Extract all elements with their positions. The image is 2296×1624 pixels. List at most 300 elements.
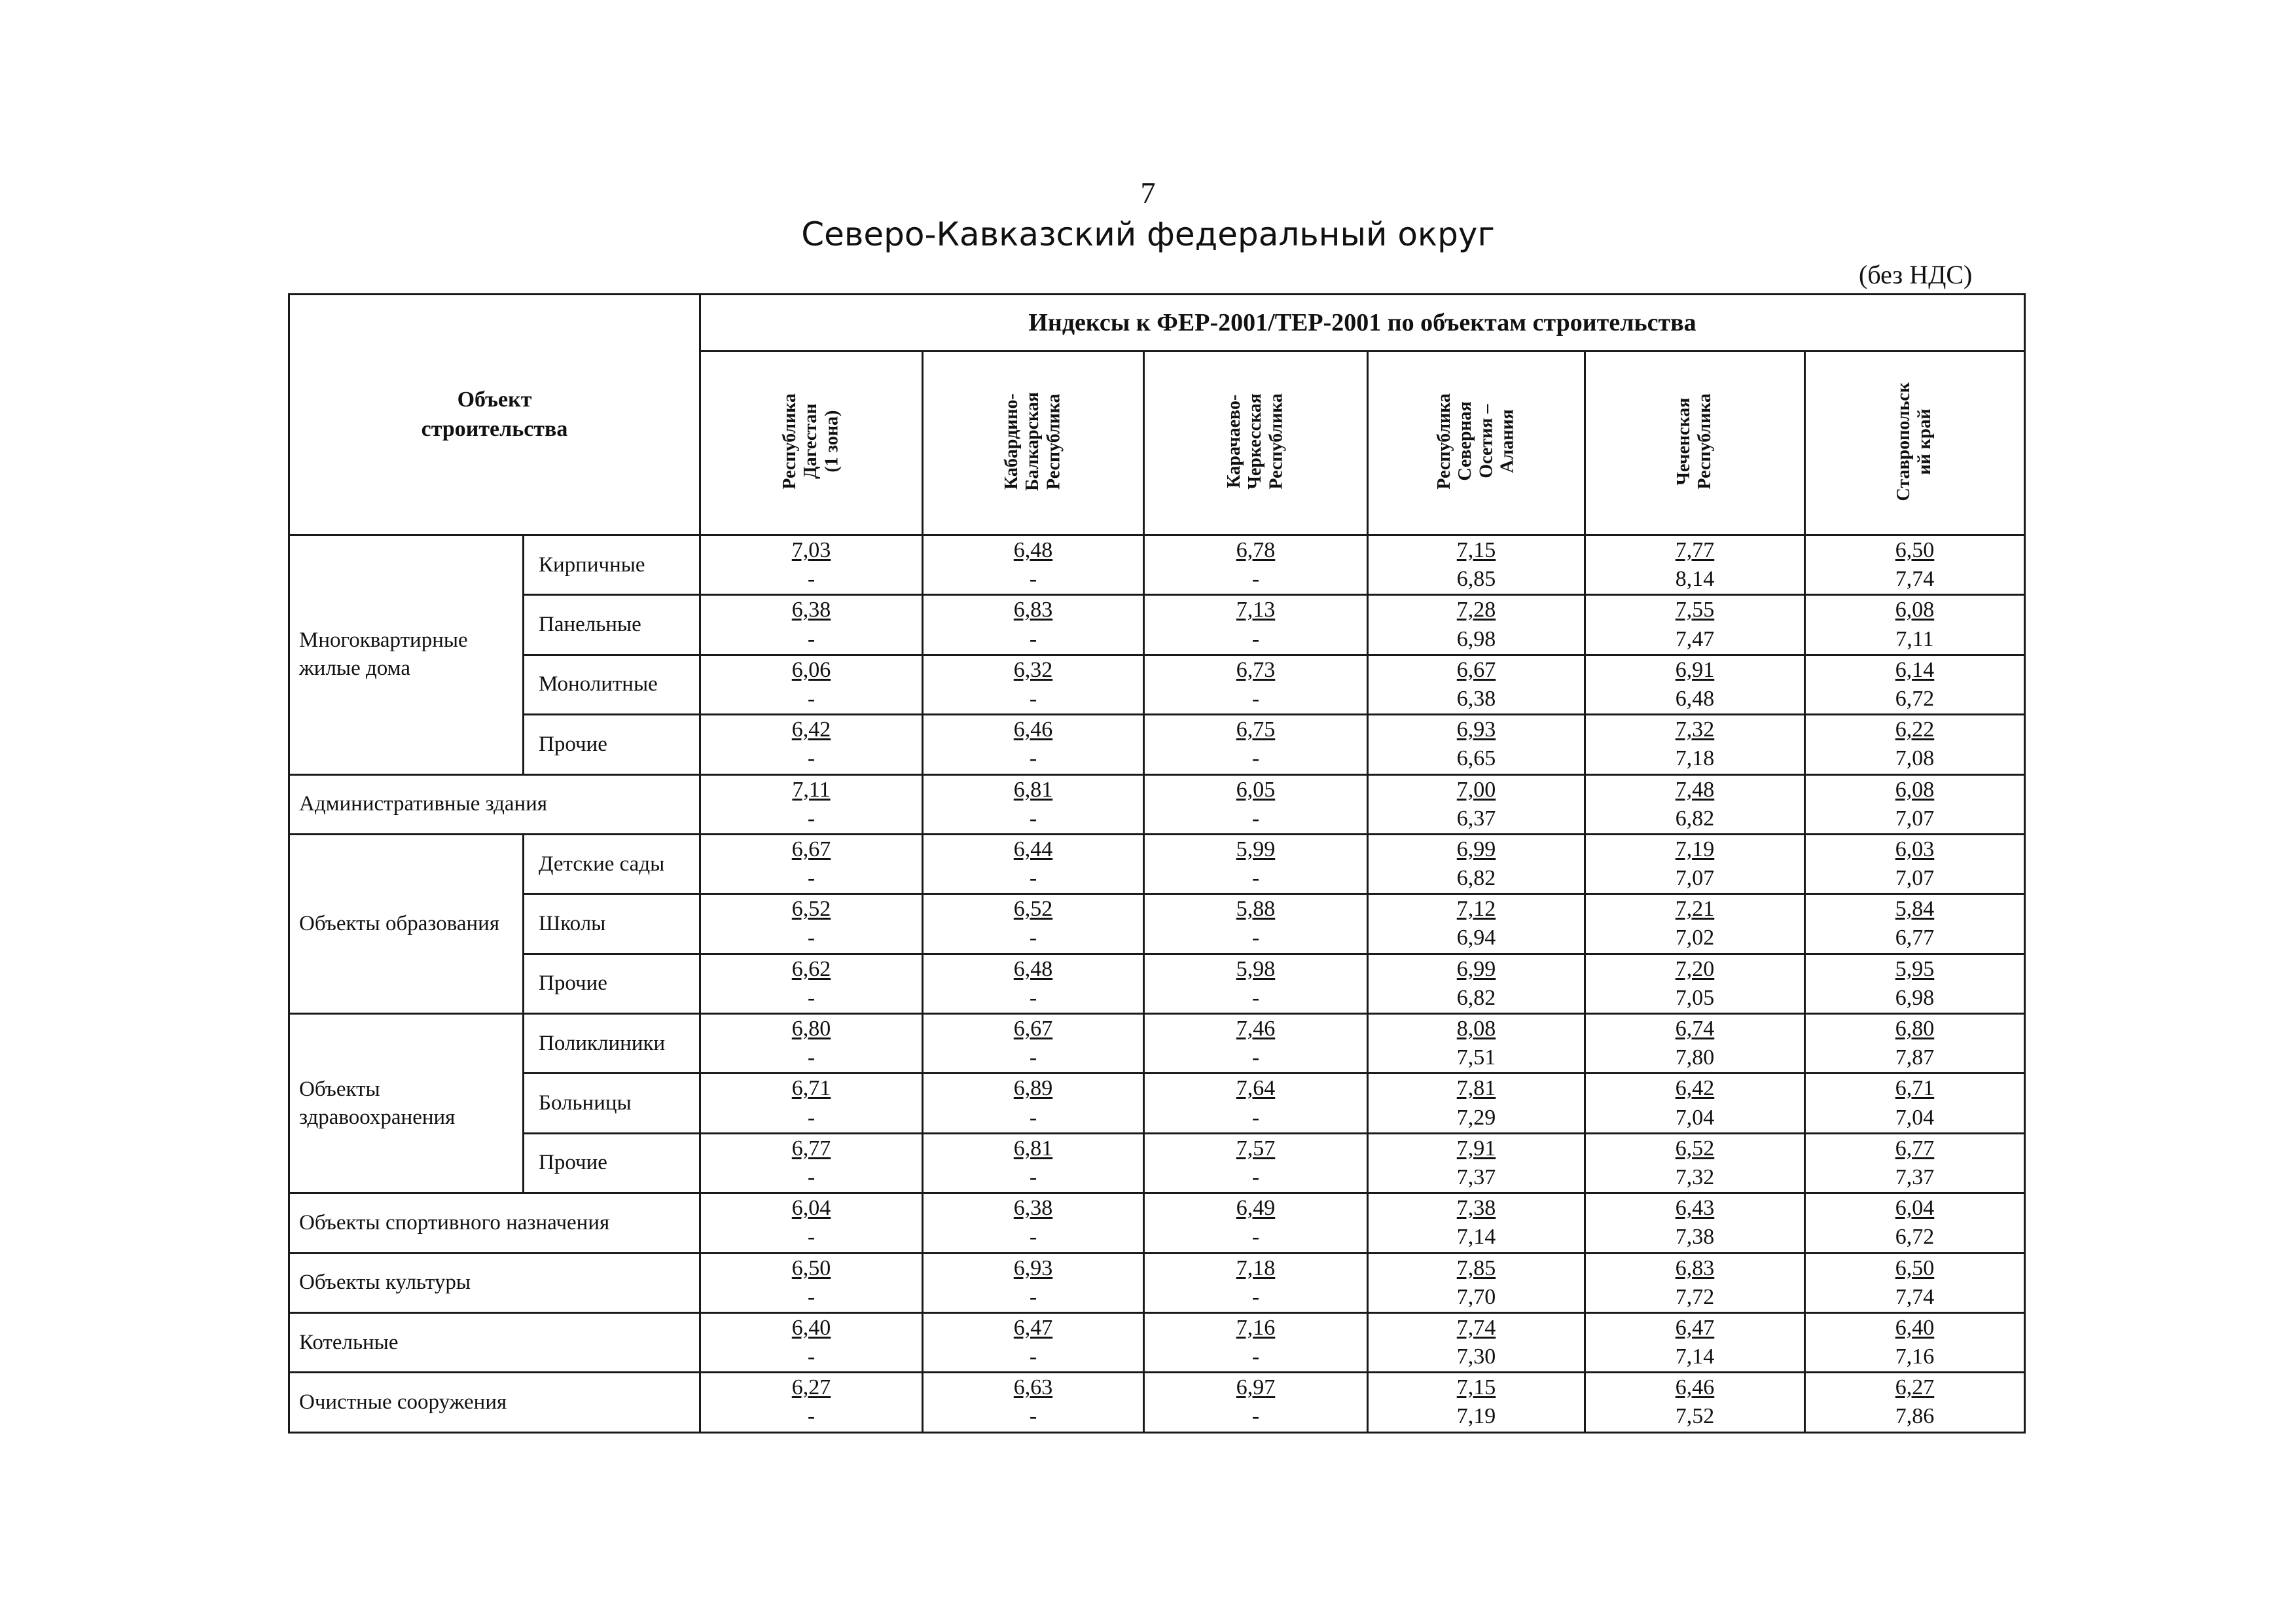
index-value-ter: 7,19: [1456, 1404, 1496, 1429]
index-cell: [1805, 1193, 2025, 1253]
index-cell: [1144, 535, 1368, 595]
index-value-fer: 6,22: [1895, 717, 1935, 742]
document-title: Северо-Кавказский федеральный округ: [801, 215, 1495, 253]
index-value-ter: 7,72: [1675, 1284, 1715, 1309]
page-number: 7: [1140, 176, 1156, 209]
object-label: Котельные: [289, 1312, 700, 1372]
index-value-ter: -: [1029, 626, 1037, 651]
index-value-ter: -: [1251, 1045, 1260, 1070]
index-value-fer: 6,08: [1895, 777, 1935, 802]
index-value-fer: 6,52: [1675, 1136, 1715, 1161]
index-value-ter: -: [1029, 1284, 1037, 1309]
index-cell: [923, 1074, 1144, 1133]
index-cell: [1585, 1193, 1805, 1253]
index-value-ter: 7,70: [1456, 1284, 1496, 1309]
index-cell: [700, 1373, 923, 1432]
index-cell: [1585, 1312, 1805, 1372]
indices-table: [288, 293, 2026, 1434]
index-value-fer: 6,04: [1895, 1196, 1935, 1221]
index-value-fer: 7,64: [1236, 1076, 1276, 1101]
index-value-fer: 6,46: [1675, 1375, 1715, 1400]
index-value-ter: 7,47: [1675, 626, 1715, 651]
index-value-fer: 6,52: [1013, 897, 1053, 922]
index-cell: [923, 1312, 1144, 1372]
index-cell: [1368, 1253, 1585, 1312]
index-value-fer: 7,15: [1456, 1375, 1496, 1400]
index-value-ter: 7,74: [1895, 567, 1935, 592]
index-value-fer: 6,89: [1013, 1076, 1053, 1101]
index-value-ter: 7,87: [1895, 1045, 1935, 1070]
table-row: [289, 894, 2025, 954]
index-value-fer: 6,48: [1013, 956, 1053, 981]
index-cell: [1368, 774, 1585, 834]
index-cell: [1805, 1373, 2025, 1432]
object-label: Очистные сооружения: [289, 1373, 700, 1432]
index-value-fer: 7,21: [1675, 897, 1715, 922]
index-value-ter: 7,14: [1456, 1225, 1496, 1250]
index-value-ter: -: [807, 1344, 816, 1369]
index-value-fer: 6,80: [791, 1017, 831, 1041]
index-cell: [1368, 1074, 1585, 1133]
index-value-ter: -: [1029, 567, 1037, 592]
index-cell: [1144, 715, 1368, 774]
table-row: [289, 715, 2025, 774]
index-value-ter: 7,51: [1456, 1045, 1496, 1070]
index-value-ter: -: [1029, 1164, 1037, 1189]
index-cell: [1144, 1253, 1368, 1312]
index-cell: [1144, 774, 1368, 834]
index-value-fer: 7,32: [1675, 717, 1715, 742]
index-value-ter: 7,74: [1895, 1284, 1935, 1309]
index-value-fer: 5,88: [1236, 897, 1276, 922]
index-value-ter: -: [1029, 806, 1037, 831]
index-value-fer: 6,80: [1895, 1017, 1935, 1041]
subgroup-label: Детские сады: [524, 834, 700, 893]
region-label: Чеченская Республика: [1674, 393, 1715, 490]
index-value-ter: -: [807, 926, 816, 950]
vat-note: (без НДС): [1859, 260, 1973, 289]
index-value-ter: 7,14: [1675, 1344, 1715, 1369]
index-value-fer: 6,08: [1895, 598, 1935, 623]
subgroup-label: Монолитные: [524, 655, 700, 714]
index-cell: [1585, 1253, 1805, 1312]
index-cell: [700, 1312, 923, 1372]
index-cell: [1805, 655, 2025, 714]
index-cell: [1805, 1014, 2025, 1074]
table-row: [289, 1133, 2025, 1193]
index-cell: [700, 1193, 923, 1253]
table-row: [289, 774, 2025, 834]
index-value-ter: -: [807, 1164, 816, 1189]
group-label: Многоквартирные жилые дома: [289, 535, 524, 775]
index-value-fer: 7,55: [1675, 598, 1715, 623]
index-cell: [700, 954, 923, 1013]
region-label: Республика Дагестан (1 зона): [780, 393, 842, 490]
index-cell: [1805, 715, 2025, 774]
subgroup-label: Прочие: [524, 715, 700, 774]
index-cell: [1585, 535, 1805, 595]
index-value-ter: 7,37: [1895, 1164, 1935, 1189]
index-cell: [1368, 715, 1585, 774]
index-value-fer: 7,11: [792, 777, 831, 802]
index-value-ter: -: [1251, 866, 1260, 891]
index-value-ter: 7,32: [1675, 1164, 1715, 1189]
index-value-fer: 6,06: [791, 657, 831, 682]
object-header: Объект строительства: [289, 295, 700, 535]
index-cell: [923, 1253, 1144, 1312]
index-cell: [1368, 595, 1585, 655]
index-cell: [1144, 1373, 1368, 1432]
index-value-fer: 5,84: [1895, 897, 1935, 922]
index-value-ter: 8,14: [1675, 567, 1715, 592]
index-cell: [1368, 894, 1585, 954]
index-cell: [1805, 1133, 2025, 1193]
index-value-ter: -: [807, 746, 816, 771]
index-value-fer: 6,73: [1236, 657, 1276, 682]
index-cell: [923, 1373, 1144, 1432]
index-value-fer: 6,77: [791, 1136, 831, 1161]
index-value-ter: -: [1251, 1344, 1260, 1369]
index-cell: [700, 595, 923, 655]
subgroup-label: Прочие: [524, 954, 700, 1013]
index-value-ter: 7,37: [1456, 1164, 1496, 1189]
index-cell: [923, 1133, 1144, 1193]
index-value-fer: 6,32: [1013, 657, 1053, 682]
region-header: [1585, 352, 1805, 535]
index-cell: [1368, 535, 1585, 595]
index-value-fer: 6,50: [1895, 1255, 1935, 1280]
index-value-ter: -: [807, 1105, 816, 1130]
index-cell: [1585, 595, 1805, 655]
index-value-fer: 5,99: [1236, 837, 1276, 861]
index-value-fer: 6,47: [1013, 1315, 1053, 1340]
index-value-fer: 6,40: [1895, 1315, 1935, 1340]
index-value-fer: 7,57: [1236, 1136, 1276, 1161]
table-row: [289, 1193, 2025, 1253]
index-value-ter: 6,98: [1456, 626, 1496, 651]
index-cell: [923, 774, 1144, 834]
index-value-ter: -: [1251, 806, 1260, 831]
index-cell: [923, 595, 1144, 655]
index-value-ter: -: [1029, 866, 1037, 891]
index-value-fer: 6,48: [1013, 538, 1053, 562]
region-header: [923, 352, 1144, 535]
index-value-fer: 6,74: [1675, 1017, 1715, 1041]
region-header: [1144, 352, 1368, 535]
index-value-fer: 6,71: [1895, 1076, 1935, 1101]
index-value-ter: 6,38: [1456, 686, 1496, 711]
index-value-fer: 6,38: [1013, 1196, 1053, 1221]
table-row: [289, 1312, 2025, 1372]
index-cell: [1585, 1373, 1805, 1432]
index-value-ter: -: [807, 567, 816, 592]
index-value-ter: 6,85: [1456, 567, 1496, 592]
index-value-ter: -: [807, 686, 816, 711]
index-value-ter: 6,37: [1456, 806, 1496, 831]
index-cell: [700, 894, 923, 954]
table-body: [289, 535, 2025, 1433]
index-value-fer: 6,93: [1013, 1255, 1053, 1280]
index-cell: [1805, 894, 2025, 954]
index-cell: [1144, 894, 1368, 954]
table-row: [289, 1253, 2025, 1312]
index-cell: [700, 535, 923, 595]
index-cell: [1368, 954, 1585, 1013]
index-value-fer: 6,46: [1013, 717, 1053, 742]
index-value-ter: 7,04: [1895, 1105, 1935, 1130]
index-value-ter: -: [1029, 1404, 1037, 1429]
index-cell: [1585, 954, 1805, 1013]
index-value-ter: 7,80: [1675, 1045, 1715, 1070]
index-value-ter: 7,11: [1895, 626, 1934, 651]
subgroup-label: Поликлиники: [524, 1014, 700, 1074]
index-value-ter: -: [1251, 626, 1260, 651]
region-header: [700, 352, 923, 535]
index-value-fer: 6,38: [791, 598, 831, 623]
index-cell: [700, 1253, 923, 1312]
index-value-ter: 6,77: [1895, 926, 1935, 950]
index-cell: [700, 1074, 923, 1133]
index-value-ter: -: [1029, 926, 1037, 950]
index-value-fer: 6,77: [1895, 1136, 1935, 1161]
index-value-fer: 7,46: [1236, 1017, 1276, 1041]
index-value-fer: 6,78: [1236, 538, 1276, 562]
index-value-fer: 7,15: [1456, 538, 1496, 562]
index-value-ter: -: [1251, 746, 1260, 771]
group-label: Объекты здравоохранения: [289, 1014, 524, 1193]
index-cell: [700, 774, 923, 834]
object-label: Объекты спортивного назначения: [289, 1193, 700, 1253]
table-row: [289, 1074, 2025, 1133]
index-value-ter: 7,08: [1895, 746, 1935, 771]
table-row: [289, 535, 2025, 595]
index-cell: [700, 1014, 923, 1074]
region-label: Ставропольск ий край: [1893, 382, 1935, 501]
index-cell: [923, 715, 1144, 774]
index-value-ter: -: [807, 626, 816, 651]
index-value-fer: 6,52: [791, 897, 831, 922]
index-value-ter: 7,16: [1895, 1344, 1935, 1369]
index-cell: [700, 1133, 923, 1193]
index-cell: [923, 894, 1144, 954]
index-cell: [700, 834, 923, 893]
index-value-ter: -: [1029, 746, 1037, 771]
region-label: Кабардино- Балкарская Республика: [1001, 391, 1064, 492]
index-value-ter: -: [807, 1225, 816, 1250]
index-value-fer: 6,14: [1895, 657, 1935, 682]
index-value-ter: 7,07: [1675, 866, 1715, 891]
table-row: [289, 1014, 2025, 1074]
index-value-ter: -: [1029, 1225, 1037, 1250]
index-cell: [1585, 774, 1805, 834]
index-value-fer: 6,27: [1895, 1375, 1935, 1400]
index-cell: [1585, 1133, 1805, 1193]
group-label: Объекты образования: [289, 834, 524, 1013]
index-cell: [1585, 1014, 1805, 1074]
index-value-fer: 7,91: [1456, 1136, 1496, 1161]
index-value-fer: 6,47: [1675, 1315, 1715, 1340]
index-cell: [1368, 1373, 1585, 1432]
index-value-fer: 6,99: [1456, 956, 1496, 981]
table-row: [289, 834, 2025, 893]
index-cell: [1805, 1074, 2025, 1133]
index-cell: [1144, 1133, 1368, 1193]
index-value-ter: 7,29: [1456, 1105, 1496, 1130]
index-value-fer: 6,75: [1236, 717, 1276, 742]
subgroup-label: Кирпичные: [524, 535, 700, 595]
table-row: [289, 655, 2025, 714]
index-cell: [1805, 535, 2025, 595]
index-cell: [700, 715, 923, 774]
index-value-ter: 7,18: [1675, 746, 1715, 771]
indices-header: Индексы к ФЕР-2001/ТЕР-2001 по объектам строительства: [700, 295, 2025, 352]
index-cell: [923, 834, 1144, 893]
index-value-ter: 7,07: [1895, 806, 1935, 831]
index-value-fer: 6,97: [1236, 1375, 1276, 1400]
index-value-fer: 5,95: [1895, 956, 1935, 981]
index-value-fer: 7,00: [1456, 777, 1496, 802]
index-value-fer: 7,18: [1236, 1255, 1276, 1280]
index-value-fer: 7,16: [1236, 1315, 1276, 1340]
index-value-ter: 7,07: [1895, 866, 1935, 891]
index-value-ter: 7,38: [1675, 1225, 1715, 1250]
index-cell: [1585, 655, 1805, 714]
index-value-fer: 6,43: [1675, 1196, 1715, 1221]
object-label: Объекты культуры: [289, 1253, 700, 1312]
index-value-fer: 6,03: [1895, 837, 1935, 861]
index-value-ter: -: [807, 1284, 816, 1309]
index-value-ter: -: [1251, 1284, 1260, 1309]
index-value-fer: 6,44: [1013, 837, 1053, 861]
index-cell: [923, 655, 1144, 714]
index-cell: [1144, 595, 1368, 655]
index-value-fer: 6,27: [791, 1375, 831, 1400]
table-row: [289, 954, 2025, 1013]
index-value-fer: 6,81: [1013, 1136, 1053, 1161]
index-value-fer: 6,67: [1456, 657, 1496, 682]
index-value-ter: -: [1251, 1225, 1260, 1250]
index-value-ter: -: [807, 985, 816, 1010]
index-value-fer: 7,85: [1456, 1255, 1496, 1280]
index-cell: [1144, 1074, 1368, 1133]
index-value-fer: 6,42: [791, 717, 831, 742]
index-value-fer: 6,83: [1013, 598, 1053, 623]
subgroup-label: Панельные: [524, 595, 700, 655]
index-value-ter: -: [1251, 985, 1260, 1010]
index-cell: [1144, 1014, 1368, 1074]
subgroup-label: Прочие: [524, 1133, 700, 1193]
index-cell: [1144, 655, 1368, 714]
index-cell: [923, 1193, 1144, 1253]
index-cell: [1585, 715, 1805, 774]
index-value-fer: 7,74: [1456, 1315, 1496, 1340]
index-cell: [923, 954, 1144, 1013]
index-value-fer: 7,48: [1675, 777, 1715, 802]
index-value-ter: -: [1029, 1344, 1037, 1369]
index-cell: [1368, 1193, 1585, 1253]
index-cell: [1805, 774, 2025, 834]
index-cell: [1368, 1014, 1585, 1074]
index-value-ter: 7,04: [1675, 1105, 1715, 1130]
index-cell: [1368, 1133, 1585, 1193]
index-value-ter: -: [1251, 686, 1260, 711]
index-value-ter: -: [1251, 1105, 1260, 1130]
index-cell: [1144, 834, 1368, 893]
index-value-ter: 6,48: [1675, 686, 1715, 711]
index-value-ter: -: [1251, 1164, 1260, 1189]
index-value-ter: -: [807, 806, 816, 831]
index-value-ter: 6,98: [1895, 985, 1935, 1010]
index-cell: [1805, 1253, 2025, 1312]
index-value-ter: 6,72: [1895, 686, 1935, 711]
subgroup-label: Школы: [524, 894, 700, 954]
region-label: Карачаево- Черкесская Республика: [1224, 393, 1287, 490]
index-value-fer: 7,77: [1675, 538, 1715, 562]
index-value-fer: 6,81: [1013, 777, 1053, 802]
index-value-ter: -: [1029, 985, 1037, 1010]
index-value-fer: 7,12: [1456, 897, 1496, 922]
index-cell: [1368, 655, 1585, 714]
index-value-ter: 7,02: [1675, 926, 1715, 950]
index-value-fer: 7,13: [1236, 598, 1276, 623]
index-cell: [1585, 1074, 1805, 1133]
index-value-fer: 6,71: [791, 1076, 831, 1101]
table-row: [289, 1373, 2025, 1432]
index-value-fer: 6,04: [791, 1196, 831, 1221]
index-value-fer: 6,49: [1236, 1196, 1276, 1221]
index-value-ter: -: [1251, 1404, 1260, 1429]
index-cell: [1144, 1193, 1368, 1253]
index-value-fer: 7,81: [1456, 1076, 1496, 1101]
index-value-ter: 6,82: [1456, 985, 1496, 1010]
index-value-ter: -: [807, 1045, 816, 1070]
index-value-fer: 6,05: [1236, 777, 1276, 802]
index-value-fer: 6,40: [791, 1315, 831, 1340]
index-value-ter: 7,52: [1675, 1404, 1715, 1429]
index-cell: [1805, 595, 2025, 655]
index-value-ter: -: [1029, 1045, 1037, 1070]
subgroup-label: Больницы: [524, 1074, 700, 1133]
index-value-ter: 6,65: [1456, 746, 1496, 771]
index-value-ter: -: [1251, 567, 1260, 592]
index-value-fer: 7,28: [1456, 598, 1496, 623]
index-value-fer: 6,67: [1013, 1017, 1053, 1041]
index-value-fer: 8,08: [1456, 1017, 1496, 1041]
index-value-ter: -: [807, 1404, 816, 1429]
index-value-ter: 7,05: [1675, 985, 1715, 1010]
index-value-fer: 6,42: [1675, 1076, 1715, 1101]
index-cell: [1585, 834, 1805, 893]
index-value-ter: -: [807, 866, 816, 891]
index-value-fer: 6,99: [1456, 837, 1496, 861]
index-value-fer: 6,50: [1895, 538, 1935, 562]
index-value-fer: 7,03: [791, 538, 831, 562]
index-value-ter: -: [1029, 1105, 1037, 1130]
region-header: [1368, 352, 1585, 535]
index-cell: [1144, 1312, 1368, 1372]
index-cell: [1144, 954, 1368, 1013]
index-value-fer: 5,98: [1236, 956, 1276, 981]
index-cell: [1585, 894, 1805, 954]
index-cell: [1368, 1312, 1585, 1372]
index-cell: [1368, 834, 1585, 893]
index-value-ter: -: [1029, 686, 1037, 711]
index-value-ter: 7,30: [1456, 1344, 1496, 1369]
index-cell: [923, 1014, 1144, 1074]
index-value-fer: 7,38: [1456, 1196, 1496, 1221]
index-value-ter: 6,94: [1456, 926, 1496, 950]
index-value-fer: 6,63: [1013, 1375, 1053, 1400]
